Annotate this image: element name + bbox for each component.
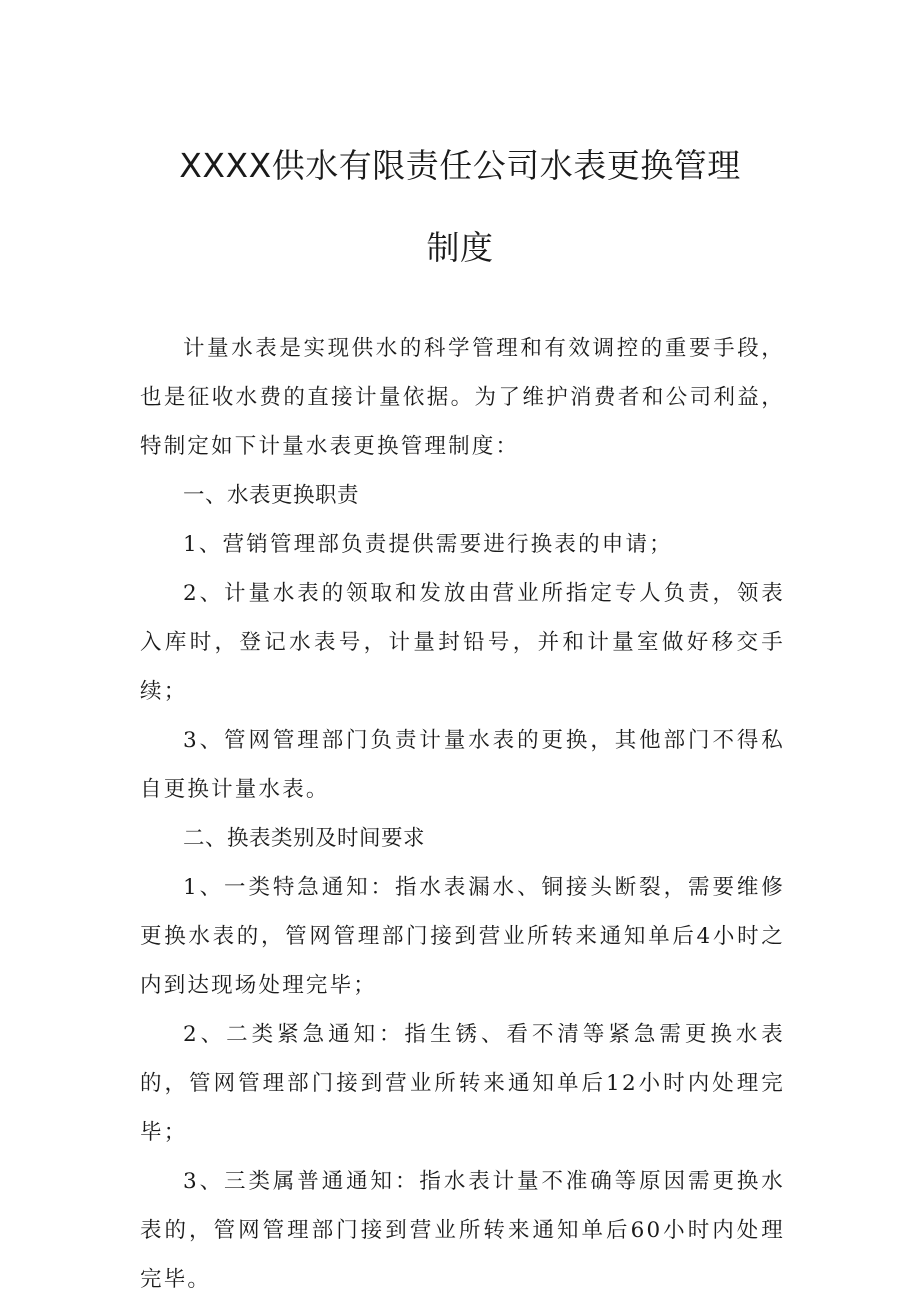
section-2-heading: 二、换表类别及时间要求 — [183, 826, 426, 851]
document-body — [140, 324, 785, 1304]
section-1-item-3: 3、管网管理部门负责计量水表的更换，其他部门不得私自更换计量水表。 — [140, 728, 785, 802]
section-2-item-3: 3、三类属普通通知：指水表计量不准确等原因需更换水表的，管网管理部门接到营业所转来通知单后60小时内处理完毕。 — [140, 1169, 785, 1292]
section-2-item-2: 2、二类紧急通知：指生锈、看不清等紧急需更换水表的，管网管理部门接到营业所转来通知单后12小时内处理完毕； — [140, 1022, 785, 1145]
intro-paragraph: 计量水表是实现供水的科学管理和有效调控的重要手段，也是征收水费的直接计量依据。为了维护消费者和公司利益，特制定如下计量水表更换管理制度： — [140, 336, 785, 459]
document-title-line-2: 制度 — [426, 228, 494, 267]
document-title-line-1: XXXX供水有限责任公司水表更换管理 — [179, 146, 741, 185]
section-1-item-1: 1、营销管理部负责提供需要进行换表的申请； — [183, 532, 673, 557]
section-2-item-1: 1、一类特急通知：指水表漏水、铜接头断裂，需要维修更换水表的，管网管理部门接到营业所转来通知单后4小时之内到达现场处理完毕； — [140, 875, 785, 998]
section-1-heading: 一、水表更换职责 — [183, 483, 360, 508]
section-1-item-2: 2、计量水表的领取和发放由营业所指定专人负责，领表入库时，登记水表号，计量封铅号，并和计量室做好移交手续； — [140, 581, 785, 704]
